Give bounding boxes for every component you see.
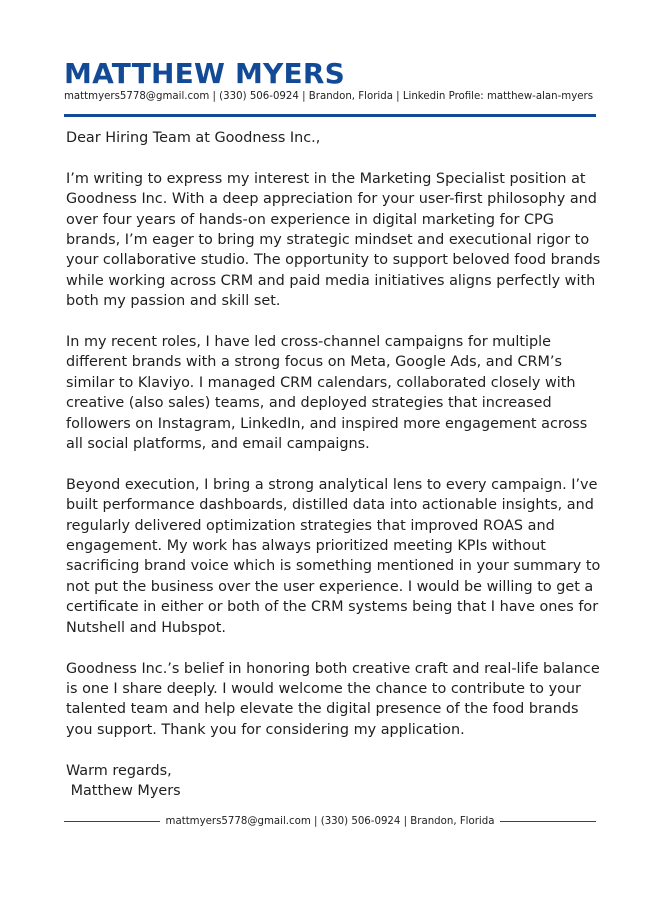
applicant-name: MATTHEW MYERS xyxy=(64,57,345,90)
paragraph-line: your collaborative studio. The opportunity to support beloved food brands xyxy=(66,252,601,269)
letter-paragraph xyxy=(66,475,606,638)
footer-contact-line: mattmyers5778@gmail.com | (330) 506-0924 | Brandon, Florida xyxy=(165,815,495,827)
paragraph-line: built performance dashboards, distilled data into actionable insights, and xyxy=(66,497,594,514)
letter-paragraph xyxy=(66,332,606,454)
paragraph-line: engagement. My work has always prioritized meeting KPIs without xyxy=(66,538,546,555)
paragraph-line: brands, I’m eager to bring my strategic mindset and executional rigor to xyxy=(66,232,590,249)
letter-paragraph xyxy=(66,659,606,741)
paragraph-line: Beyond execution, I bring a strong analytical lens to every campaign. I’ve xyxy=(66,476,598,493)
paragraph-line: both my passion and skill set. xyxy=(66,293,281,310)
paragraph-line: sacrificing brand voice which is something mentioned in your summary to xyxy=(66,558,601,575)
paragraph-line: while working across CRM and paid media initiatives aligns perfectly with xyxy=(66,272,596,289)
paragraph-line: Goodness Inc.’s belief in honoring both creative craft and real-life balance xyxy=(66,660,600,677)
paragraph-line: similar to Klaviyo. I managed CRM calendars, collaborated closely with xyxy=(66,374,576,391)
paragraph-line: certificate in either or both of the CRM systems being that I have ones for xyxy=(66,599,599,616)
letter-paragraphs xyxy=(66,169,606,740)
paragraph-line: over four years of hands-on experience in digital marketing for CPG xyxy=(66,211,554,228)
paragraph-line: different brands with a strong focus on Meta, Google Ads, and CRM’s xyxy=(66,354,562,371)
signature-name: Matthew Myers xyxy=(66,782,181,799)
paragraph-line: Goodness Inc. With a deep appreciation for your user-first philosophy and xyxy=(66,191,597,208)
paragraph-line: is one I share deeply. I would welcome the chance to contribute to your xyxy=(66,680,581,697)
letter-signoff xyxy=(66,761,606,802)
paragraph-line: talented team and help elevate the digital presence of the food brands xyxy=(66,701,579,718)
paragraph-line: followers on Instagram, LinkedIn, and inspired more engagement across xyxy=(66,415,588,432)
paragraph-line: all social platforms, and email campaigns. xyxy=(66,436,370,453)
letter-greeting: Dear Hiring Team at Goodness Inc., xyxy=(66,130,321,146)
paragraph-line: Nutshell and Hubspot. xyxy=(66,619,226,636)
letter-body xyxy=(66,128,606,801)
paragraph-line: creative (also sales) teams, and deployed strategies that increased xyxy=(66,395,552,412)
letter-paragraph xyxy=(66,169,606,312)
paragraph-line: you support. Thank you for considering my application. xyxy=(66,721,465,738)
paragraph-line: not put the business over the user experience. I would be willing to get a xyxy=(66,578,594,595)
paragraph-line: In my recent roles, I have led cross-channel campaigns for multiple xyxy=(66,334,551,351)
header-contact-line: mattmyers5778@gmail.com | (330) 506-0924 | Brandon, Florida | Linkedin Profile: matthew-alan-myers xyxy=(64,91,594,102)
footer-rule-left xyxy=(64,821,160,822)
paragraph-line: regularly delivered optimization strategies that improved ROAS and xyxy=(66,517,555,534)
header-divider xyxy=(64,114,596,117)
footer-rule-right xyxy=(500,821,596,822)
paragraph-line: I’m writing to express my interest in the Marketing Specialist position at xyxy=(66,170,586,187)
footer xyxy=(64,812,596,830)
closing-line: Warm regards, xyxy=(66,762,172,779)
